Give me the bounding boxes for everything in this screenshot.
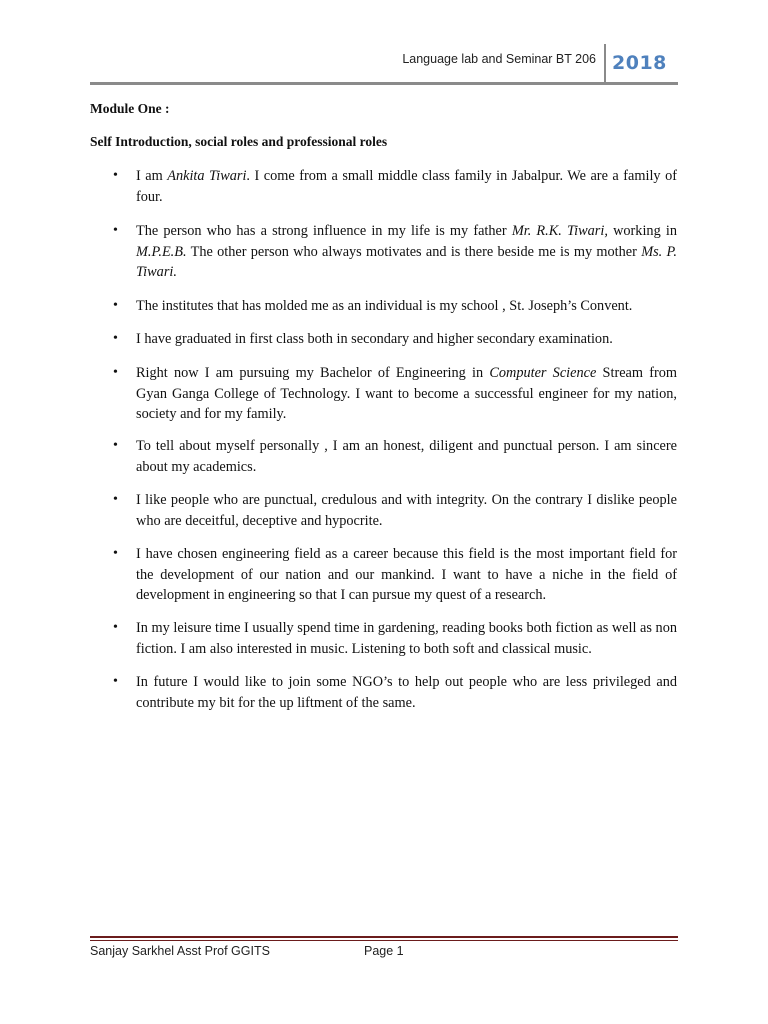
bullet-text <box>136 490 677 531</box>
bullet-dot-icon: • <box>113 223 118 238</box>
header-title: Language lab and Seminar BT 206 <box>402 52 596 66</box>
header-rule <box>90 82 678 85</box>
bullet-dot-icon: • <box>113 298 118 313</box>
bullet-text <box>136 618 677 659</box>
text-run: working in <box>607 223 677 239</box>
bullet-text <box>136 544 677 606</box>
bullet-text <box>136 296 677 317</box>
footer-rule <box>90 936 678 938</box>
italic-run: Mr. R.K. Tiwari, <box>511 223 608 239</box>
bullet-text <box>136 672 677 713</box>
text-run: Right now I am pursuing my Bachelor of Engineering in <box>136 365 490 381</box>
text-run: The person who has a strong influence in my life is my father <box>136 223 512 239</box>
text-run: In my leisure time I usually spend time in gardening, reading books both fiction as well as non fiction. I am also interested in music. Listening to both soft and classical music. <box>136 620 677 657</box>
bullet-dot-icon: • <box>113 674 118 689</box>
bullet-text <box>136 166 677 207</box>
header-separator <box>604 44 606 84</box>
footer-rule-thin <box>90 940 678 941</box>
bullet-text <box>136 363 677 425</box>
text-run: To tell about myself personally , I am an honest, diligent and punctual person. I am sincere about my academics. <box>136 438 677 475</box>
text-run: I like people who are punctual, credulous and with integrity. On the contrary I dislike people who are deceitful, deceptive and hypocrite. <box>136 492 677 529</box>
text-run: I have graduated in first class both in secondary and higher secondary examination. <box>136 331 613 347</box>
bullet-dot-icon: • <box>113 365 118 380</box>
italic-run: Ankita Tiwari <box>167 168 247 184</box>
bullet-dot-icon: • <box>113 438 118 453</box>
text-run: In future I would like to join some NGO’s to help out people who are less privileged and contribute my bit for the up liftment of the same. <box>136 674 677 711</box>
text-run: The other person who always motivates and is there beside me is my mother <box>186 243 642 260</box>
text-run: Stream from Gyan Ganga College of Technology. I want to become a successful engineer for my nation, society and for my family. <box>136 365 678 422</box>
bullet-text <box>136 329 677 350</box>
text-run: I am <box>136 168 168 184</box>
section-title: Self Introduction, social roles and professional roles <box>90 134 388 149</box>
page-number: Page 1 <box>364 944 404 958</box>
header-year: 2018 <box>612 52 667 74</box>
italic-run: M.P.E.B. <box>136 243 187 260</box>
bullet-dot-icon: • <box>113 492 118 507</box>
bullet-dot-icon: • <box>113 546 118 561</box>
text-run: . I come from a small middle class family in Jabalpur. We are a family of four. <box>136 168 677 205</box>
text-run: I have chosen engineering field as a career because this field is the most important field for the development of our nation and our mankind. I want to have a niche in the field of development in engineering so that I can pursue my quest of a research. <box>136 546 677 603</box>
italic-run: Computer Science <box>489 365 597 381</box>
bullet-dot-icon: • <box>113 620 118 635</box>
bullet-text <box>136 436 677 477</box>
bullet-text <box>136 221 677 283</box>
text-run: The institutes that has molded me as an individual is my school , St. Joseph’s Convent. <box>136 298 633 314</box>
italic-run: Ms. P. Tiwari. <box>136 243 677 280</box>
bullet-dot-icon: • <box>113 331 118 346</box>
bullet-dot-icon: • <box>113 168 118 183</box>
footer-author: Sanjay Sarkhel Asst Prof GGITS <box>90 944 270 958</box>
module-title: Module One : <box>90 101 170 116</box>
page-header <box>90 44 678 86</box>
